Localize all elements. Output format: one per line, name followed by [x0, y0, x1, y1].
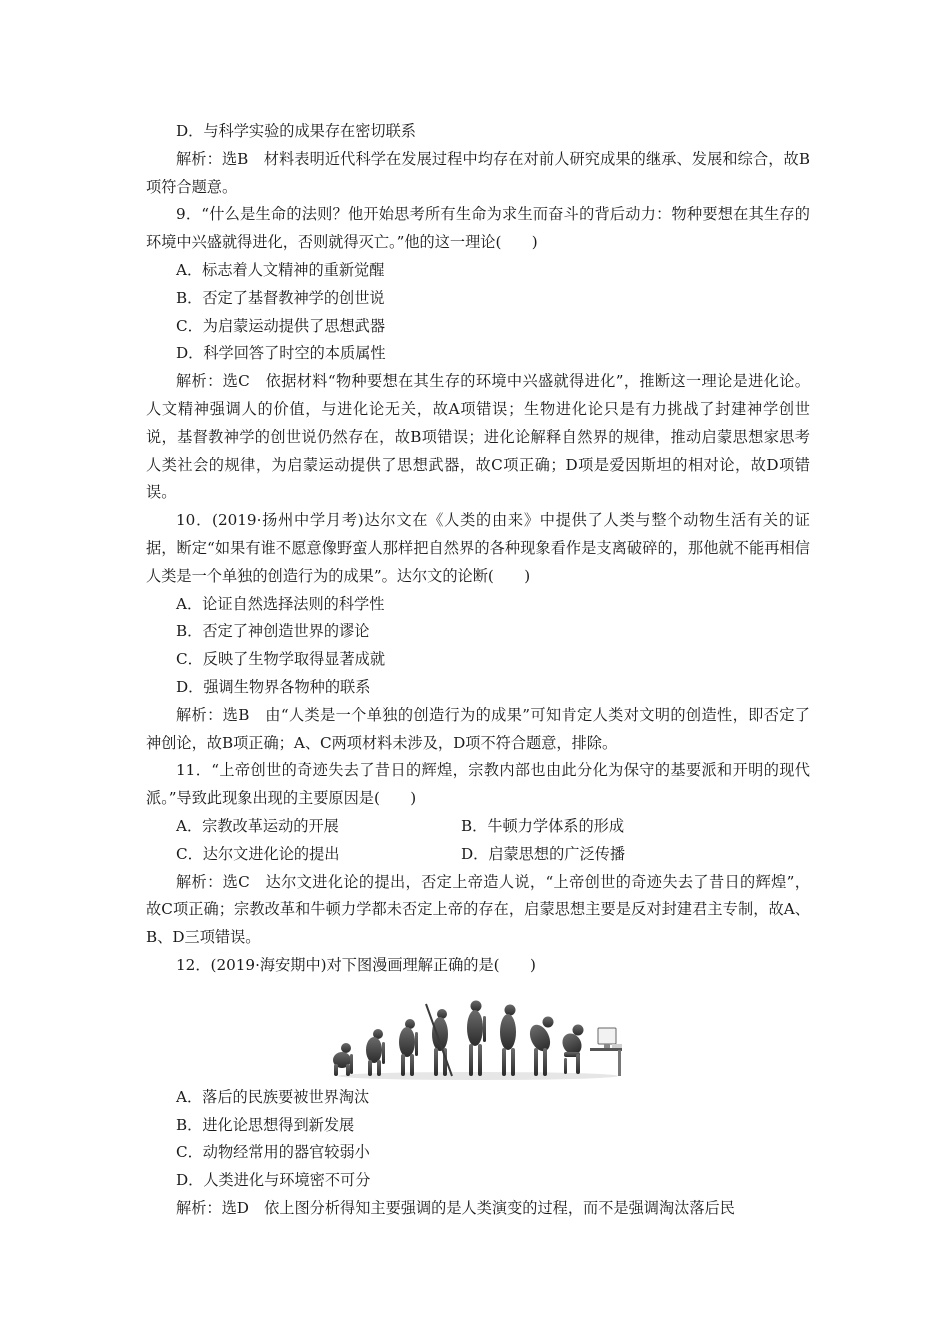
q11-analysis: 解析：选C 达尔文进化论的提出，否定上帝造人说，“上帝创世的奇迹失去了昔日的辉煌”，故C项正确；宗教改革和牛顿力学都未否定上帝的存在，启蒙思想主要是反对封建君主专制，故A、B、D三项错误。	[146, 872, 810, 947]
human-evolution-illustration	[328, 986, 628, 1082]
q11-option-a: A．宗教改革运动的开展	[176, 816, 339, 835]
q10-stem: 10．(2019·扬州中学月考)达尔文在《人类的由来》中提供了人类与整个动物生活有关的证据，断定“如果有谁不愿意像野蛮人那样把自然界的各种现象看作是支离破碎的，那他就不能再相信人类是一个单独的创造行为的成果”。达尔文的论断( )	[146, 511, 810, 585]
q12-option-a: A．落后的民族要被世界淘汰	[176, 1087, 370, 1106]
q11-option-b: B．牛顿力学体系的形成	[461, 816, 625, 835]
q11-options-row-2	[146, 841, 810, 869]
q10-option-d: D．强调生物界各物种的联系	[176, 677, 371, 696]
q12-option-d: D．人类进化与环境密不可分	[176, 1171, 371, 1190]
q9-analysis: 解析：选C 依据材料“物种要想在其生存的环境中兴盛就得进化”，推断这一理论是进化论。人文精神强调人的价值，与进化论无关，故A项错误；生物进化论只是有力挑战了封建神学创世说，基督教神学的创世说仍然存在，故B项错误；进化论解释自然界的规律，推动启蒙思想家思考人类社会的规律，为启蒙运动提供了思想武器，故C项正确；D项是爱因斯坦的相对论，故D项错误。	[146, 372, 810, 502]
q9-stem: 9．“什么是生命的法则？他开始思考所有生命为求生而奋斗的背后动力：物种要想在其生存的环境中兴盛就得进化，否则就得灭亡。”他的这一理论( )	[146, 205, 810, 252]
document-page	[146, 118, 810, 1223]
evolution-cartoon-figure	[146, 986, 810, 1082]
q12-option-b: B．进化论思想得到新发展	[176, 1115, 355, 1134]
q12-stem: 12．(2019·海安期中)对下图漫画理解正确的是( )	[176, 955, 536, 974]
q10-option-a: A．论证自然选择法则的科学性	[176, 594, 385, 613]
q11-stem: 11．“上帝创世的奇迹失去了昔日的辉煌，宗教内部也由此分化为保守的基要派和开明的现代派。”导致此现象出现的主要原因是( )	[146, 761, 810, 808]
q12-analysis: 解析：选D 依上图分析得知主要强调的是人类演变的过程，而不是强调淘汰落后民	[176, 1198, 735, 1217]
q11-option-c: C．达尔文进化论的提出	[176, 844, 340, 863]
q9-option-c: C．为启蒙运动提供了思想武器	[176, 316, 386, 335]
q10-option-c: C．反映了生物学取得显著成就	[176, 650, 386, 669]
q10-analysis: 解析：选B 由“人类是一个单独的创造行为的成果”可知肯定人类对文明的创造性，即否定了神创论，故B项正确；A、C两项材料未涉及，D项不符合题意，排除。	[146, 705, 810, 752]
q11-options-row-1	[146, 813, 810, 841]
q8-analysis: 解析：选B 材料表明近代科学在发展过程中均存在对前人研究成果的继承、发展和综合，故B项符合题意。	[146, 149, 810, 196]
q10-option-b: B．否定了神创造世界的谬论	[176, 622, 370, 641]
q9-option-a: A．标志着人文精神的重新觉醒	[176, 260, 385, 279]
q9-option-d: D．科学回答了时空的本质属性	[176, 344, 386, 363]
q8-option-d: D．与科学实验的成果存在密切联系	[176, 122, 416, 140]
q11-option-d: D．启蒙思想的广泛传播	[461, 844, 626, 863]
q9-option-b: B．否定了基督教神学的创世说	[176, 288, 385, 307]
q12-option-c: C．动物经常用的器官较弱小	[176, 1143, 370, 1162]
